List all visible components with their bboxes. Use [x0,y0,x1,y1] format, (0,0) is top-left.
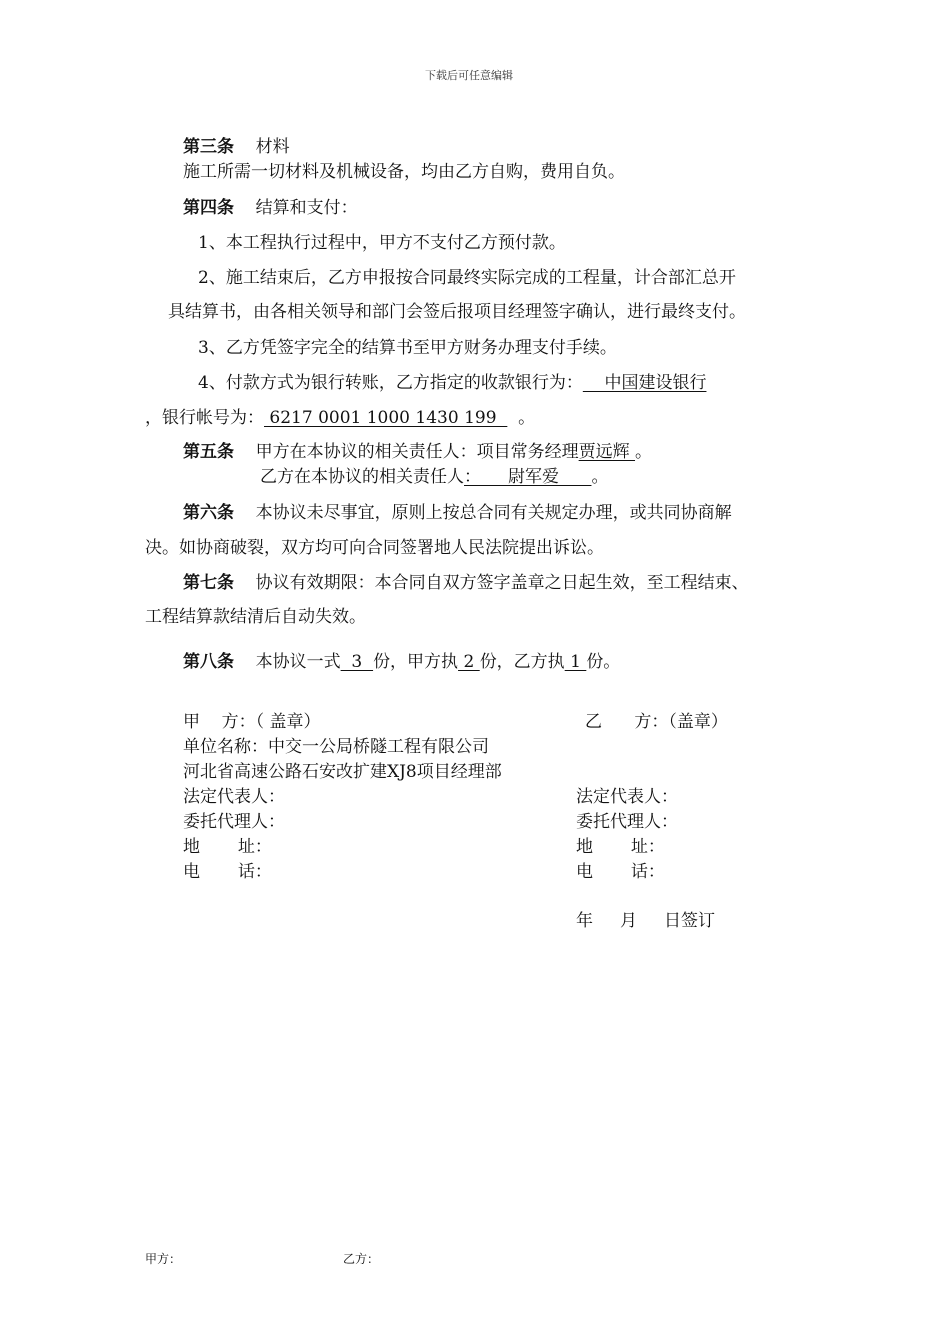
party-b-responsible-prefix: 乙方在本协议的相关责任人 [260,467,464,487]
party-a-phone: 电 话： [183,862,272,882]
article-7-text-1: 协议有效期限：本合同自双方签字盖章之日起生效，至工程结束、 [255,573,749,593]
party-a-dept: 河北省高速公路石安改扩建XJ8项目经理部 [183,762,502,782]
account-prefix: ，银行帐号为： [145,408,264,428]
article-4-item-1: 1、本工程执行过程中，甲方不支付乙方预付款。 [198,233,566,253]
party-a-unit: 单位名称：中交一公局桥隧工程有限公司 [183,737,489,757]
copies-party-b: 1 [564,652,587,672]
footer-party-b: 乙方： [343,1252,380,1266]
copies-text-3: 份，乙方执 [479,652,565,672]
article-4-heading: 第四条 [183,198,234,218]
article-3-heading: 第三条 [183,137,234,157]
signing-date: 年 月 日签订 [576,911,716,931]
article-4-title: 结算和支付： [255,198,358,218]
article-4-account-line [145,407,535,429]
copies-text-1: 本协议一式 [255,652,341,672]
article-4-item-2-line-2: 具结算书，由各相关领导和部门会签后报项目经理签字确认，进行最终支付。 [168,302,746,322]
party-a-legal-rep: 法定代表人： [183,787,285,807]
article-5-line-2 [260,466,608,488]
article-4-item-4 [198,372,706,394]
article-3-heading-line [183,136,290,158]
article-3-body: 施工所需一切材料及机械设备，均由乙方自购，费用自负。 [183,162,625,182]
footer-party-a: 甲方： [145,1252,182,1266]
article-4-heading-line [183,197,358,219]
copies-text-2: 份，甲方执 [373,652,459,672]
article-7-line-2: 工程结算款结清后自动失效。 [145,607,366,627]
party-a-label: 甲 方：（ 盖章） [183,712,321,732]
party-b-label: 乙 方：（盖章） [585,712,728,732]
article-6-text-1: 本协议未尽事宜，原则上按总合同有关规定办理，或共同协商解 [255,503,732,523]
page-header: 下载后可任意编辑 [425,69,513,82]
article-6-line-1 [183,502,732,524]
party-b-phone: 电 话： [576,862,665,882]
item-4-prefix: 4、付款方式为银行转账，乙方指定的收款银行为： [198,373,583,393]
party-b-agent: 委托代理人： [576,812,678,832]
article-8-heading: 第八条 [183,652,234,672]
article-8-line [183,651,620,673]
article-5-line-1 [183,441,652,463]
copies-total: 3 [340,652,374,672]
copies-text-4: 份。 [586,652,621,672]
party-a-responsible-prefix: 甲方在本协议的相关责任人：项目常务经理 [255,442,579,462]
article-3-title: 材料 [255,137,290,157]
party-b-legal-rep: 法定代表人： [576,787,678,807]
article-7-line-1 [183,572,749,594]
party-a-address: 地 址： [183,837,272,857]
bank-name: 中国建设银行 [582,373,707,393]
copies-party-a: 2 [458,652,480,672]
party-b-responsible-suffix: 。 [591,467,609,487]
article-5-heading: 第五条 [183,442,234,462]
party-a-agent: 委托代理人： [183,812,285,832]
party-a-responsible-name: 贾远辉 [578,442,636,462]
article-4-item-3: 3、乙方凭签字完全的结算书至甲方财务办理支付手续。 [198,338,617,358]
article-6-heading: 第六条 [183,503,234,523]
article-7-heading: 第七条 [183,573,234,593]
party-b-address: 地 址： [576,837,665,857]
party-b-responsible-name: ： 尉军爱 [464,467,592,487]
account-number: 6217 0001 1000 1430 199 [264,408,508,428]
article-4-item-2-line-1: 2、施工结束后，乙方申报按合同最终实际完成的工程量，计合部汇总开 [198,268,736,288]
party-a-responsible-suffix: 。 [635,442,653,462]
article-6-line-2: 决。如协商破裂，双方均可向合同签署地人民法院提出诉讼。 [145,538,604,558]
account-suffix: 。 [518,408,536,428]
